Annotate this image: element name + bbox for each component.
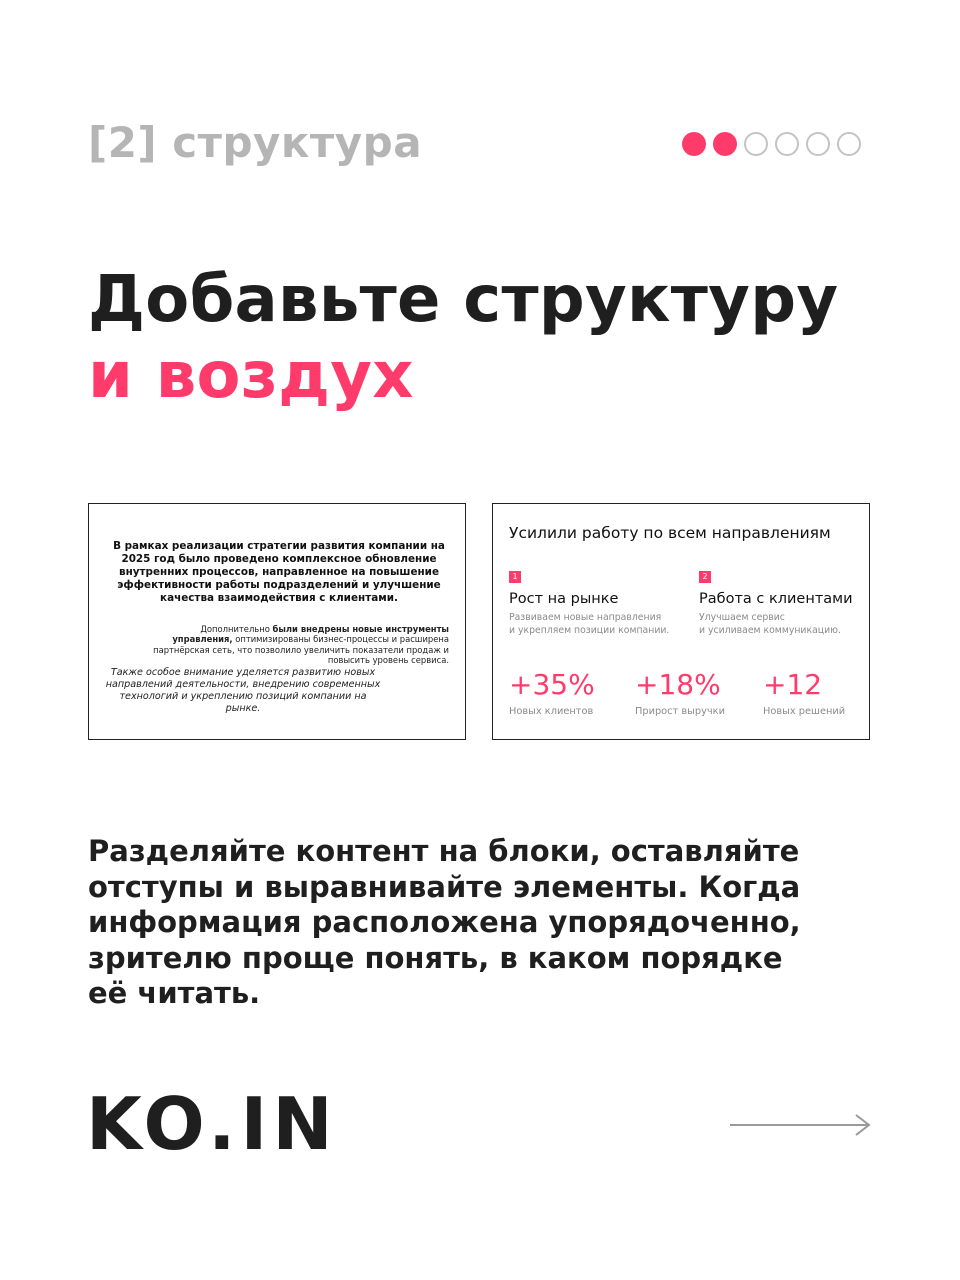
bad-example-paragraph-3: Также особое внимание уделяется развитию новых направлений деятельности, внедрению современных технологий и укреплению позиций компании на рынке. <box>105 667 381 714</box>
section-label: [2] структура <box>88 118 423 167</box>
headline-line-2: и воздух <box>88 339 414 413</box>
bad-p2-after: оптимизированы бизнес-процессы и расширена партнёрская сеть, что позволило увеличить показатели продаж и повысить уровень сервиса. <box>153 634 449 666</box>
body-text: Разделяйте контент на блоки, оставляйте отступы и выравнивайте элементы. Когда информация расположена упорядоченно, зрителю проще понять, в каком порядке её читать. <box>88 834 801 1010</box>
bad-example-paragraph-2 <box>149 624 449 666</box>
stat-new-solutions <box>763 668 845 717</box>
progress-dot-1 <box>682 132 706 156</box>
stat-value: +35% <box>509 668 595 701</box>
stat-label: Новых решений <box>763 706 846 717</box>
bad-p2-bold: были внедрены новые инструменты управления, <box>172 624 449 645</box>
direction-description: Развиваем новые направления и укрепляем позиции компании. <box>509 612 670 636</box>
direction-column-1 <box>509 571 684 637</box>
bad-example-paragraph-1: В рамках реализации стратегии развития компании на 2025 год было проведено комплексное обновление внутренних процессов, направленное на повышение эффективности работы подразделений и улучшение качества взаимодействия с клиентами. <box>113 540 445 604</box>
number-badge: 2 <box>699 571 711 583</box>
slide-progress-indicator <box>682 132 861 156</box>
direction-description: Улучшаем сервис и усиливаем коммуникацию. <box>699 612 841 636</box>
progress-dot-3 <box>744 132 768 156</box>
good-example-card <box>492 503 870 740</box>
stat-revenue-growth <box>635 668 725 717</box>
brand-logo: KO.IN <box>86 1082 338 1166</box>
stat-value: +12 <box>763 668 823 701</box>
progress-dot-2 <box>713 132 737 156</box>
stat-new-clients <box>509 668 595 717</box>
direction-column-2 <box>699 571 874 637</box>
stat-label: Прирост выручки <box>635 706 725 717</box>
good-example-title: Усилили работу по всем направлениям <box>509 524 831 542</box>
headline-line-1: Добавьте структуру <box>88 263 839 337</box>
stat-label: Новых клиентов <box>509 706 594 717</box>
progress-dot-4 <box>775 132 799 156</box>
number-badge: 1 <box>509 571 521 583</box>
direction-title: Работа с клиентами <box>699 591 853 607</box>
stat-value: +18% <box>635 668 721 701</box>
progress-dot-5 <box>806 132 830 156</box>
arrow-right-icon[interactable] <box>730 1113 872 1137</box>
progress-dot-6 <box>837 132 861 156</box>
bad-example-card <box>88 503 466 740</box>
direction-title: Рост на рынке <box>509 591 619 607</box>
page-headline <box>88 262 838 414</box>
bad-p2-before: Дополнительно <box>200 624 273 634</box>
